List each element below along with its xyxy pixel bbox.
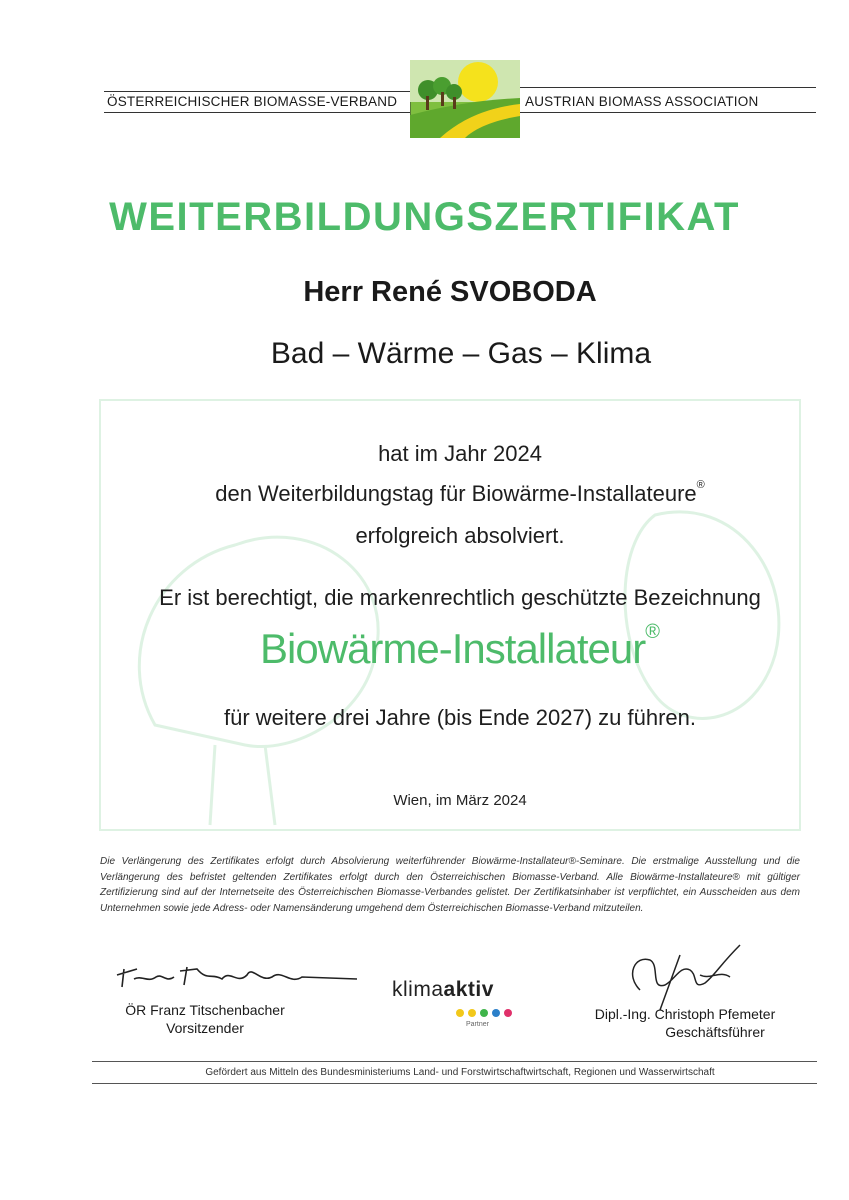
logo-dot: [456, 1009, 464, 1017]
body-entitled-line: Er ist berechtigt, die markenrechtlich geschützte Bezeichnung: [159, 585, 761, 610]
header-rule-right: [520, 87, 816, 88]
klimaaktiv-partner-label: Partner: [466, 1021, 489, 1028]
footer-funding-note: Gefördert aus Mitteln des Bundesministeriums Land- und Forstwirtschaftwirtschaft, Regionen und Wasserwirtschaft: [205, 1067, 715, 1078]
header-rule-left-bottom: [104, 112, 410, 113]
right-signatory-role: Geschäftsführer: [665, 1024, 765, 1040]
logo-dot: [480, 1009, 488, 1017]
registered-mark: ®: [696, 479, 705, 491]
logo-dot: [468, 1009, 476, 1017]
klimaaktiv-dots: [456, 1004, 516, 1022]
right-signature: [620, 935, 750, 1015]
footer-rule-bottom: [92, 1083, 817, 1084]
issue-date: Wien, im März 2024: [393, 792, 527, 809]
recipient-name: Herr René SVOBODA: [303, 276, 597, 308]
body-course-text: den Weiterbildungstag für Biowärme-Installateure: [215, 481, 697, 506]
brand-registered-mark: ®: [645, 621, 660, 643]
left-signatory-role: Vorsitzender: [166, 1020, 244, 1036]
certificate-title: WEITERBILDUNGSZERTIFIKAT: [109, 195, 740, 239]
klimaaktiv-logo-b: aktiv: [443, 978, 494, 1001]
right-signatory: [585, 1005, 785, 1041]
fine-print-notice: Die Verlängerung des Zertifikates erfolgt durch Absolvierung weiterführender Biowärme-Installateur®-Seminare. Die erstmalige Ausstellung und die Verlängerung des befristet geltenden Zertifikates erfolgt durch den Österreichischen Biomasse-Verband. Alle Biowärme-Installateure® mit gültiger Zertifizierung sind auf der Internetseite des Österreichischen Biomasse-Verbandes gelistet. Der Zertifikatsinhaber ist verpflichtet, ein Ausscheiden aus dem Unternehmen sowie jede Adress- oder Namensänderung umgehend dem Österreichischen Biomasse-Verband mitzuteilen.: [100, 856, 800, 914]
body-year-line: hat im Jahr 2024: [378, 441, 542, 466]
brand-title: [0, 621, 849, 673]
right-signatory-name: Dipl.-Ing. Christoph Pfemeter: [594, 1006, 776, 1022]
logo-dot: [504, 1009, 512, 1017]
left-signature: [112, 955, 362, 995]
header-rule-left: [104, 91, 410, 92]
left-signatory-name: ÖR Franz Titschenbacher: [125, 1002, 285, 1018]
klimaaktiv-logo: [392, 978, 494, 1002]
body-completed-line: erfolgreich absolviert.: [355, 523, 565, 548]
logo-dot: [492, 1009, 500, 1017]
brand-title-text: Biowärme-Installateur: [260, 625, 646, 672]
header-org-english: AUSTRIAN BIOMASS ASSOCIATION: [525, 94, 759, 109]
header-rule-right-bottom: [520, 112, 816, 113]
body-course-line: [0, 481, 849, 507]
left-signatory: [110, 1001, 300, 1037]
header-org-german: ÖSTERREICHISCHER BIOMASSE-VERBAND: [107, 94, 398, 109]
footer-rule-top: [92, 1061, 817, 1062]
company-name: Bad – Wärme – Gas – Klima: [270, 337, 652, 370]
biomass-association-logo: [410, 60, 520, 138]
body-validity-line: für weitere drei Jahre (bis Ende 2027) zu führen.: [223, 705, 697, 730]
klimaaktiv-logo-a: klima: [392, 978, 444, 1001]
